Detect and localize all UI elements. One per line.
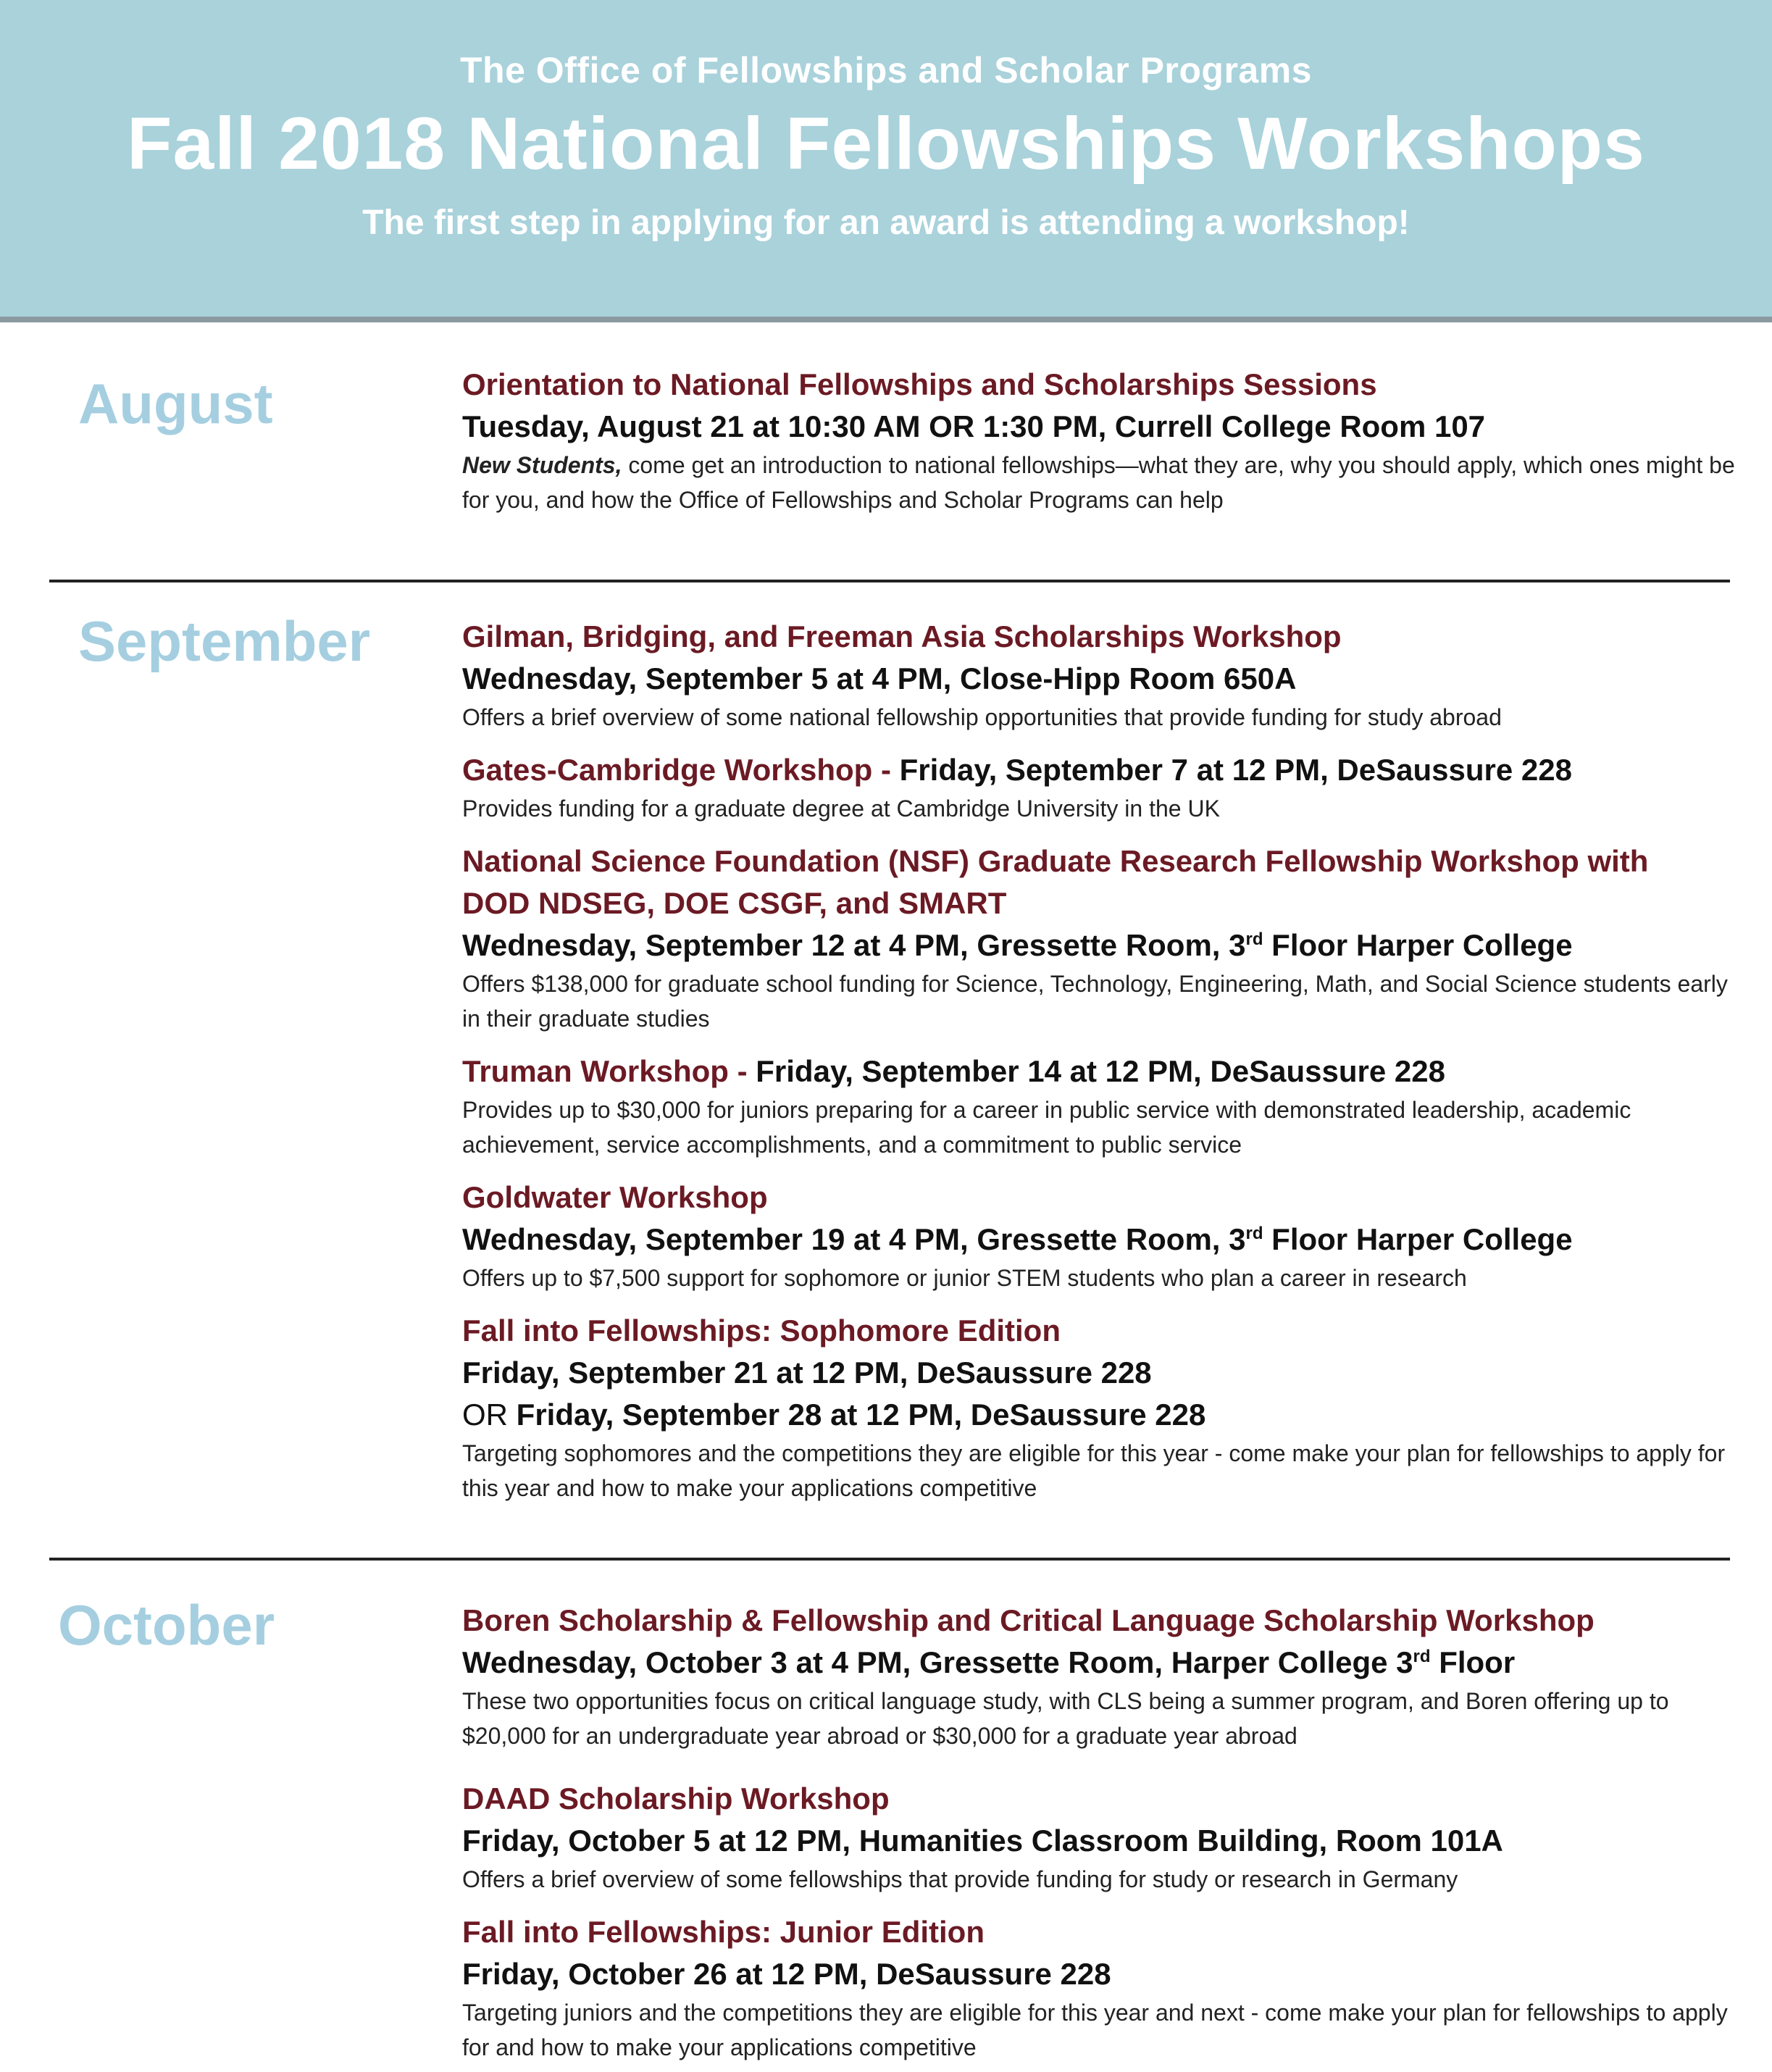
event-description: Provides up to $30,000 for juniors preparing for a career in public service with demonstrated leadership, academic achievement, service accomplishments, and a commitment to public service (462, 1097, 1631, 1158)
event-when-part: Wednesday, September 12 at 4 PM, Gressette Room, 3 (462, 928, 1246, 962)
event-description: Provides funding for a graduate degree at Cambridge University in the UK (462, 795, 1220, 822)
event-title: Fall into Fellowships: Sophomore Edition (462, 1313, 1061, 1348)
event-when: Friday, September 21 at 12 PM, DeSaussure 228 (462, 1355, 1152, 1390)
event-description: Offers a brief overview of some national fellowship opportunities that provide funding for study abroad (462, 704, 1502, 730)
event-when: Friday, September 28 at 12 PM, DeSaussure 228 (516, 1398, 1206, 1432)
header-banner (0, 0, 1772, 322)
event-title: Orientation to National Fellowships and Scholarships Sessions (462, 367, 1377, 401)
event-title: DAAD Scholarship Workshop (462, 1781, 890, 1816)
divider-september-october (49, 1558, 1730, 1561)
event-or: OR (462, 1398, 517, 1432)
event-when-sup: rd (1245, 1224, 1263, 1243)
event-description: Targeting sophomores and the competitions they are eligible for this year - come make your plan for fellowships to apply for this year and how to make your applications competitive (462, 1440, 1726, 1501)
event-boren (462, 1600, 1737, 1753)
divider-august-september (49, 580, 1730, 582)
event-when-part: Wednesday, October 3 at 4 PM, Gressette Room, Harper College 3 (462, 1645, 1413, 1679)
event-separator: - (728, 1054, 756, 1088)
event-gilman (462, 616, 1737, 735)
event-when (462, 1642, 1737, 1684)
page-subtitle: The first step in applying for an award is attending a workshop! (362, 204, 1410, 242)
event-title: Gilman, Bridging, and Freeman Asia Scholarships Workshop (462, 619, 1342, 653)
event-title: Truman Workshop (462, 1054, 729, 1088)
event-junior (462, 1911, 1737, 2065)
event-description-lead: New Students, (462, 452, 622, 478)
event-title: Gates-Cambridge Workshop (462, 753, 873, 787)
page-title: Fall 2018 National Fellowships Workshops (127, 102, 1645, 185)
event-description: Offers up to $7,500 support for sophomore or junior STEM students who plan a career in research (462, 1265, 1467, 1291)
event-daad (462, 1778, 1737, 1897)
month-august: August (78, 372, 273, 435)
event-title: Fall into Fellowships: Junior Edition (462, 1915, 985, 1949)
event-description: These two opportunities focus on critical language study, with CLS being a summer program, and Boren offering up to $20,000 for an undergraduate year abroad or $30,000 for a graduate year abroad (462, 1688, 1669, 1749)
event-when-part: Floor (1430, 1645, 1516, 1679)
event-description: Offers a brief overview of some fellowships that provide funding for study or research in Germany (462, 1866, 1458, 1892)
event-when (462, 924, 1737, 966)
event-truman (462, 1050, 1737, 1162)
event-description (462, 448, 1737, 517)
august-events (462, 364, 1737, 517)
event-when (462, 1219, 1737, 1261)
event-description-text: come get an introduction to national fellowships—what they are, why you should apply, which ones might be for you, and how the Office of Fellowships and Scholar Programs can help (462, 452, 1735, 513)
event-goldwater (462, 1177, 1737, 1295)
event-sophomore (462, 1310, 1737, 1505)
event-when: Wednesday, September 5 at 4 PM, Close-Hipp Room 650A (462, 661, 1297, 695)
event-when-sup: rd (1245, 930, 1263, 949)
event-when: Friday, September 14 at 12 PM, DeSaussure 228 (756, 1054, 1445, 1088)
event-gates (462, 749, 1737, 826)
event-title: Boren Scholarship & Fellowship and Critical Language Scholarship Workshop (462, 1603, 1595, 1637)
month-september: September (78, 609, 371, 673)
event-title: National Science Foundation (NSF) Graduate Research Fellowship Workshop with DOD NDSEG, DOE CSGF, and SMART (462, 844, 1649, 920)
office-name: The Office of Fellowships and Scholar Programs (459, 50, 1312, 91)
month-october: October (58, 1593, 275, 1657)
event-description: Offers $138,000 for graduate school funding for Science, Technology, Engineering, Math, and Social Science students early in their graduate studies (462, 971, 1728, 1032)
event-when: Friday, September 7 at 12 PM, DeSaussure 228 (899, 753, 1572, 787)
event-separator: - (872, 753, 900, 787)
event-orientation (462, 364, 1737, 517)
event-when: Friday, October 5 at 12 PM, Humanities Classroom Building, Room 101A (462, 1824, 1503, 1858)
event-nsf (462, 840, 1737, 1036)
event-title: Goldwater Workshop (462, 1180, 768, 1214)
event-when-part: Wednesday, September 19 at 4 PM, Gressette Room, 3 (462, 1222, 1246, 1256)
event-when-part: Floor Harper College (1263, 928, 1573, 962)
event-when: Tuesday, August 21 at 10:30 AM OR 1:30 PM, Currell College Room 107 (462, 409, 1486, 443)
event-description: Targeting juniors and the competitions they are eligible for this year and next - come make your plan for fellowships to apply for and how to make your applications competitive (462, 2000, 1728, 2060)
event-when-part: Floor Harper College (1263, 1222, 1573, 1256)
event-when-sup: rd (1413, 1647, 1431, 1666)
event-when: Friday, October 26 at 12 PM, DeSaussure 228 (462, 1957, 1111, 1991)
september-events (462, 616, 1737, 1505)
october-events (462, 1600, 1737, 2065)
